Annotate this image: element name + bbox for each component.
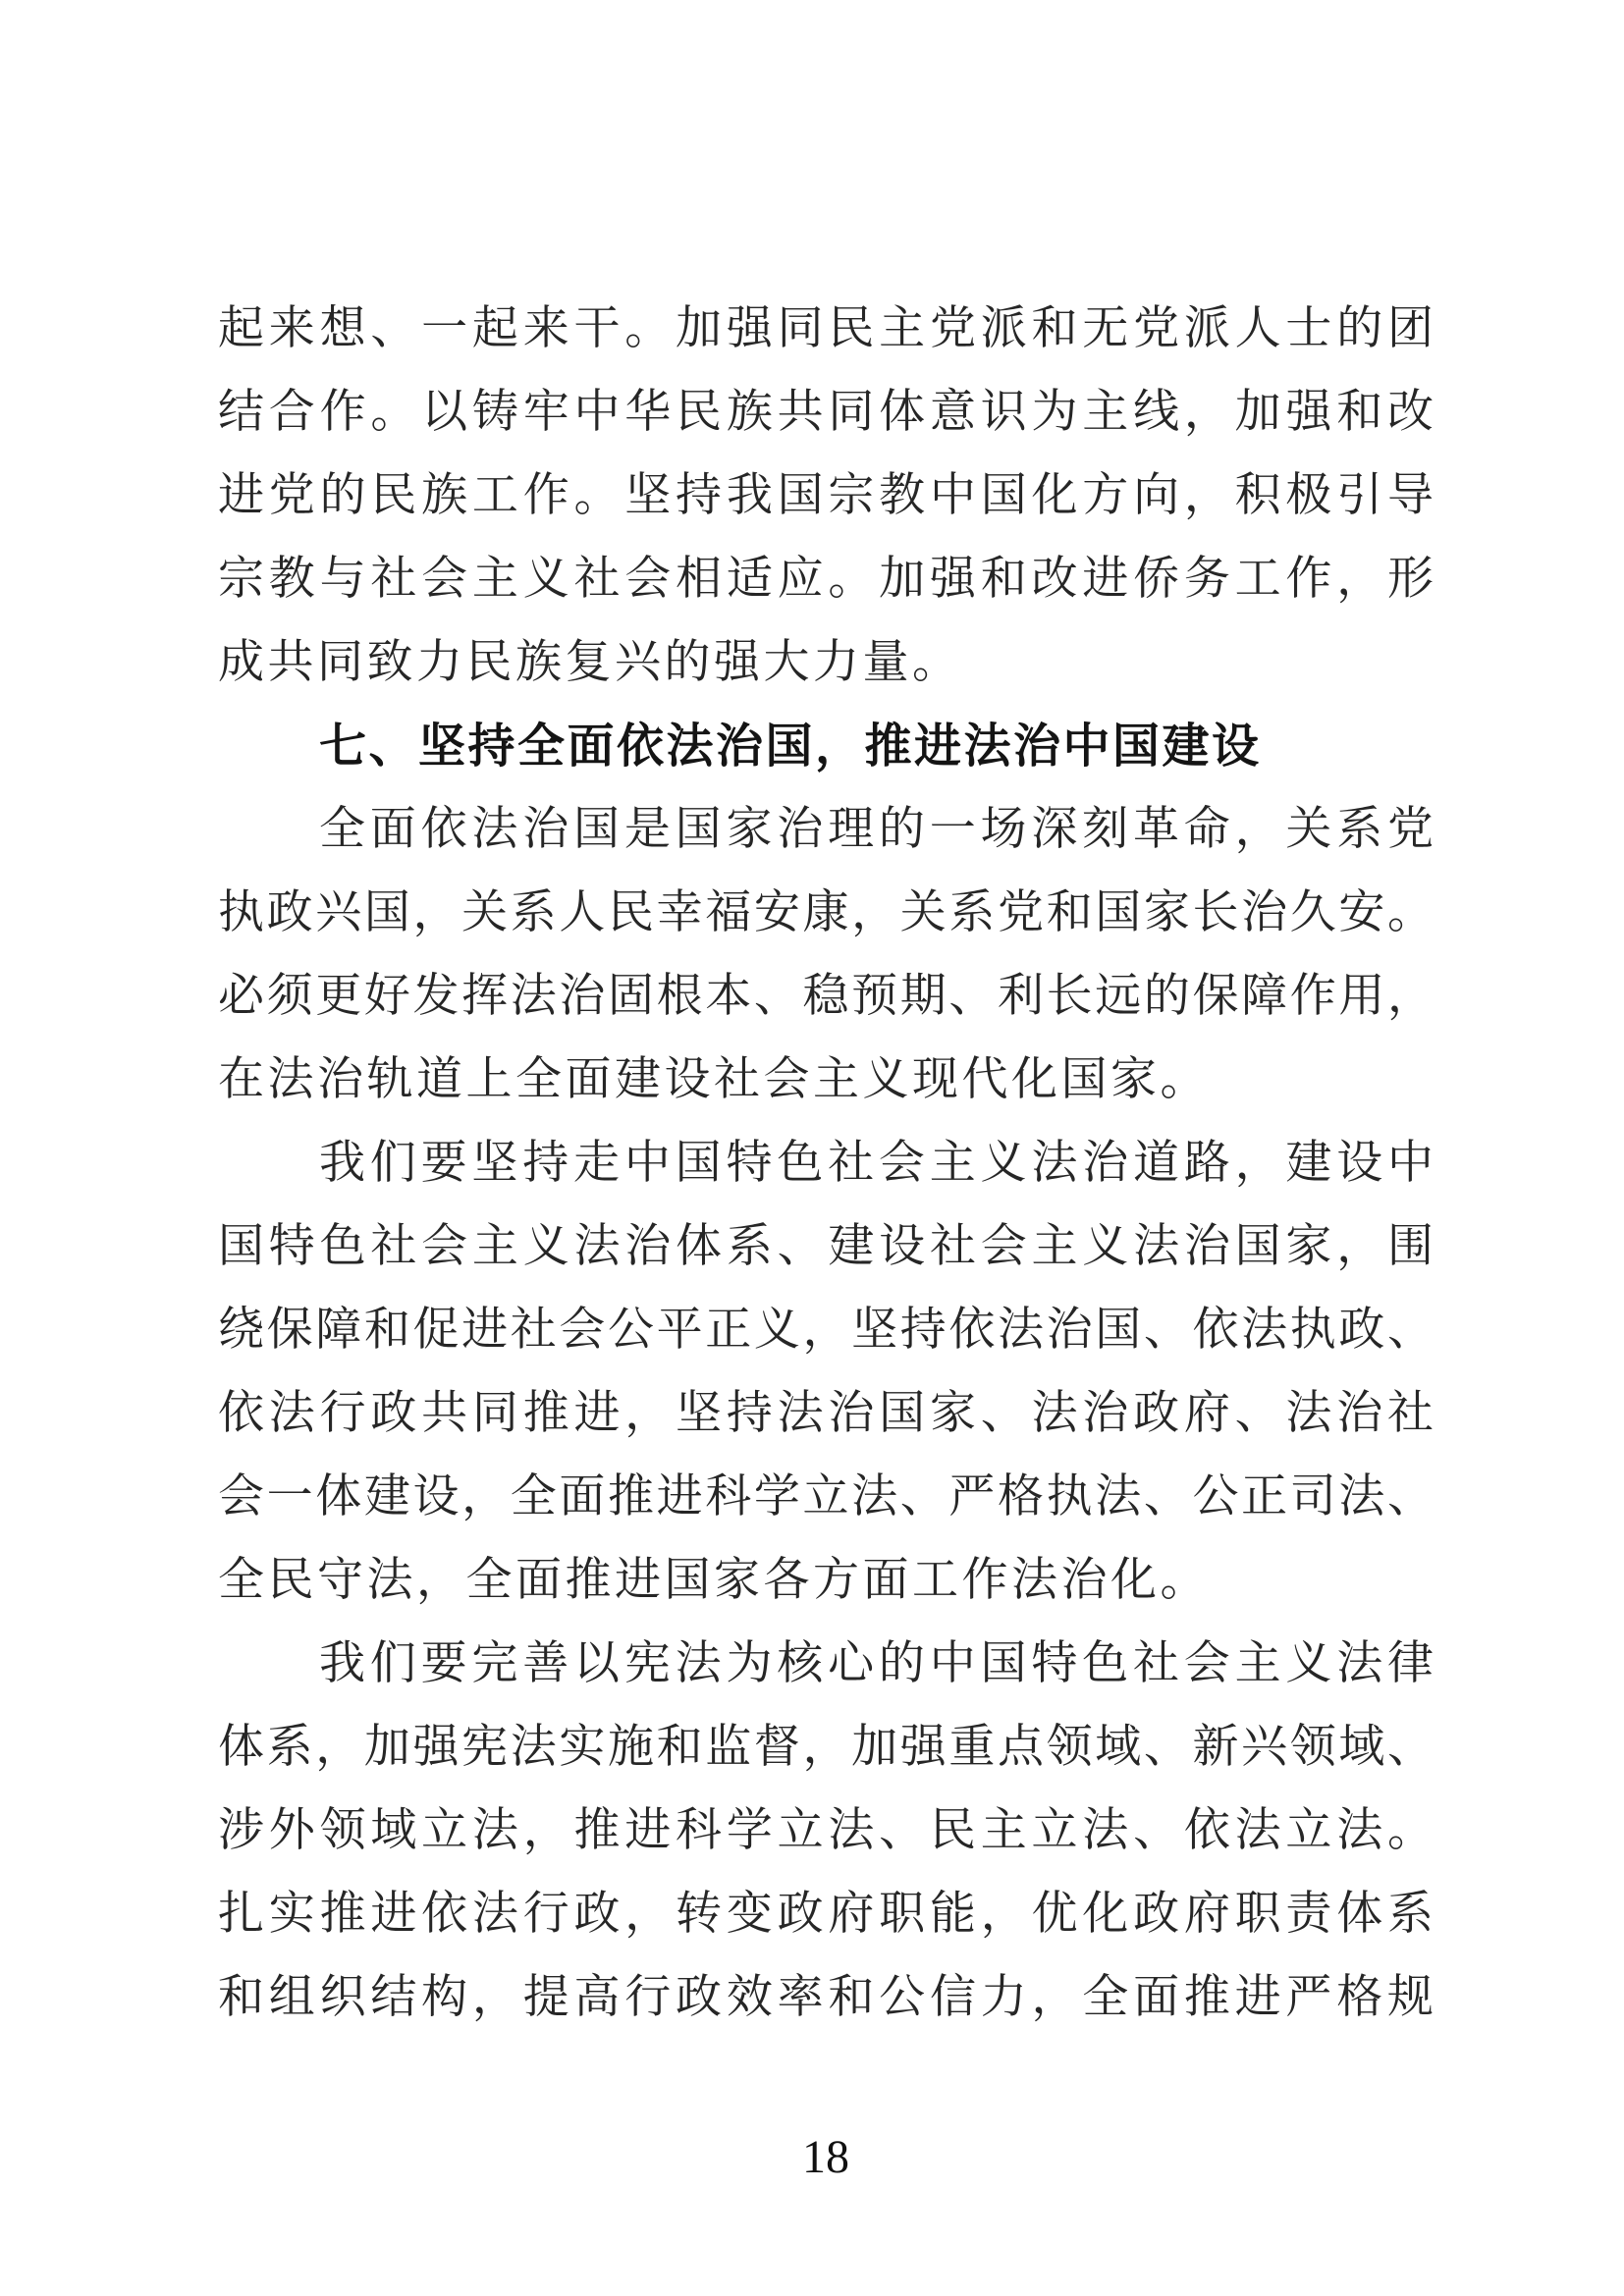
text-line: 在法治轨道上全面建设社会主义现代化国家。 <box>218 1054 1210 1105</box>
text-line: 全民守法，全面推进国家各方面工作法治化。 <box>218 1555 1210 1606</box>
text-block <box>218 288 1434 2040</box>
text-line: 扎实推进依法行政，转变政府职能，优化政府职责体系 <box>218 1889 1434 1940</box>
page-number: 18 <box>802 2131 849 2183</box>
text-line: 涉外领域立法，推进科学立法、民主立法、依法立法。 <box>218 1805 1434 1856</box>
text-line: 执政兴国，关系人民幸福安康，关系党和国家长治久安。 <box>218 887 1434 938</box>
text-line: 必须更好发挥法治固根本、稳预期、利长远的保障作用， <box>218 971 1434 1022</box>
text-line: 依法行政共同推进，坚持法治国家、法治政府、法治社 <box>218 1388 1434 1439</box>
text-line: 和组织结构，提高行政效率和公信力，全面推进严格规 <box>218 1972 1434 2023</box>
text-line: 国特色社会主义法治体系、建设社会主义法治国家，围 <box>218 1221 1434 1272</box>
text-line: 结合作。以铸牢中华民族共同体意识为主线，加强和改 <box>218 387 1434 438</box>
text-line: 成共同致力民族复兴的强大力量。 <box>218 637 962 688</box>
text-line: 全面依法治国是国家治理的一场深刻革命，关系党 <box>319 804 1434 855</box>
text-line: 我们要坚持走中国特色社会主义法治道路，建设中 <box>319 1138 1434 1189</box>
text-line: 会一体建设，全面推进科学立法、严格执法、公正司法、 <box>218 1471 1434 1522</box>
section-heading: 七、坚持全面依法治国，推进法治中国建设 <box>319 721 1262 773</box>
text-line: 宗教与社会主义社会相适应。加强和改进侨务工作，形 <box>218 554 1434 605</box>
text-line: 起来想、一起来干。加强同民主党派和无党派人士的团 <box>218 303 1434 354</box>
text-line: 进党的民族工作。坚持我国宗教中国化方向，积极引导 <box>218 470 1434 521</box>
text-line: 体系，加强宪法实施和监督，加强重点领域、新兴领域、 <box>218 1722 1434 1773</box>
text-line: 绕保障和促进社会公平正义，坚持依法治国、依法执政、 <box>218 1305 1434 1356</box>
text-line: 我们要完善以宪法为核心的中国特色社会主义法律 <box>319 1638 1434 1689</box>
